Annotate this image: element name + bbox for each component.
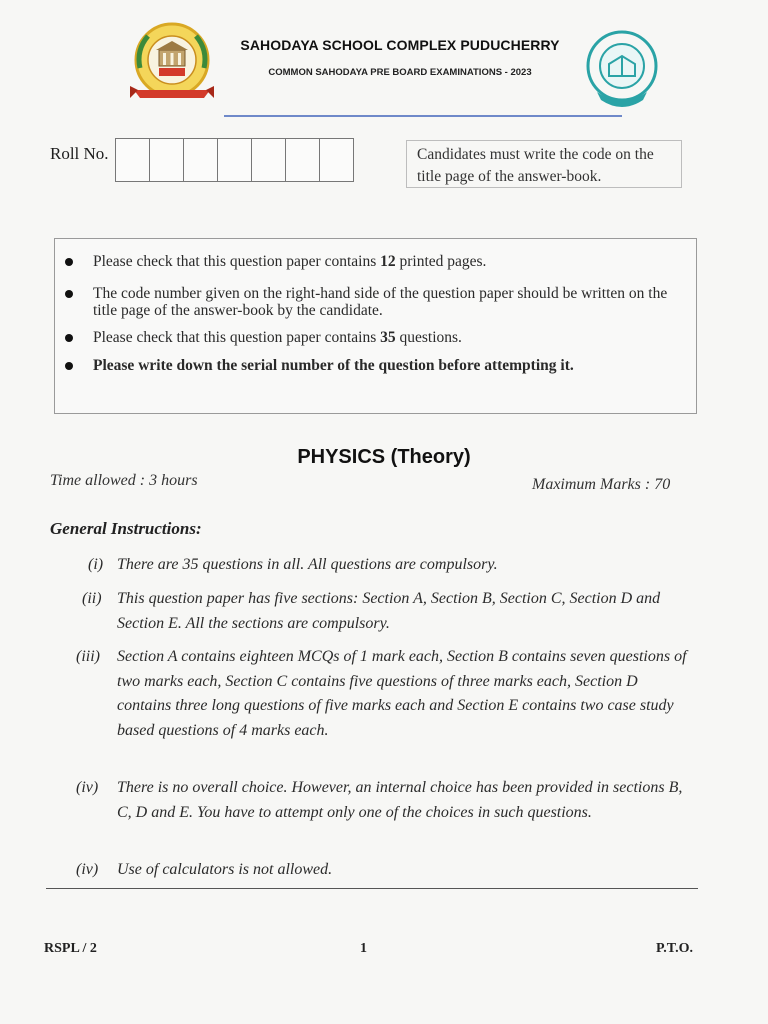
check-text: Please check that this question paper contains: [93, 253, 381, 270]
exam-subtitle: COMMON SAHODAYA PRE BOARD EXAMINATIONS - 2023: [268, 67, 532, 78]
check-text: printed pages.: [395, 253, 487, 270]
check-item-pages: [93, 253, 693, 270]
pto-label: P.T.O.: [656, 941, 693, 956]
roll-digit-box[interactable]: [149, 138, 184, 182]
paper-code: RSPL / 2: [44, 941, 97, 956]
instruction-text: This question paper has five sections: Section A, Section B, Section C, Section D and Section E. All the sections are compulsory.: [117, 590, 661, 632]
cbse-logo-icon: [583, 30, 661, 110]
check-item-serial: [93, 357, 693, 374]
check-text: questions.: [395, 329, 462, 346]
check-item-code: [93, 285, 693, 319]
bullet-icon: [65, 362, 73, 370]
check-bold: Please write down the serial number of the question before attempting it.: [93, 357, 574, 374]
bullet-icon: [65, 334, 73, 342]
check-item-questions: [93, 329, 693, 346]
bullet-icon: [65, 290, 73, 298]
bullet-icon: [65, 258, 73, 266]
paper-title: PHYSICS (Theory): [297, 446, 471, 468]
instruction-text: Section A contains eighteen MCQs of 1 mark each, Section B contains seven questions of two marks each, Section C contains five questions of three marks each, Section D contains three long questions of five marks each and Section E contains two case study based questions of 4 marks each.: [117, 648, 687, 739]
instruction-number: (ii): [82, 590, 102, 607]
instruction-text: Use of calculators is not allowed.: [117, 861, 333, 878]
roll-no-label: Roll No.: [50, 144, 109, 163]
instruction-number: (iii): [76, 648, 100, 665]
check-bold: 35: [380, 329, 396, 346]
sahodaya-logo-icon: [126, 20, 218, 106]
check-bold: 12: [380, 253, 396, 270]
check-text: The code number given on the right-hand side of the question paper should be written on the title page of the answer-book by the candidate.: [93, 285, 668, 319]
maximum-marks: Maximum Marks : 70: [532, 476, 671, 493]
check-instructions-box: [54, 238, 697, 414]
time-allowed: Time allowed : 3 hours: [50, 472, 198, 489]
roll-no-boxes: [116, 138, 354, 182]
roll-digit-box[interactable]: [251, 138, 286, 182]
roll-digit-box[interactable]: [183, 138, 218, 182]
general-instructions-heading: General Instructions:: [50, 519, 202, 538]
school-complex-title: SAHODAYA SCHOOL COMPLEX PUDUCHERRY: [240, 37, 560, 53]
footer-divider: [46, 888, 698, 889]
roll-digit-box[interactable]: [115, 138, 150, 182]
header-divider: [224, 115, 622, 117]
roll-digit-box[interactable]: [285, 138, 320, 182]
page-number: 1: [360, 941, 367, 956]
roll-digit-box[interactable]: [319, 138, 354, 182]
instruction-text: There is no overall choice. However, an internal choice has been provided in sections B, C, D and E. You have to attempt only one of the choices in such questions.: [117, 779, 683, 821]
roll-digit-box[interactable]: [217, 138, 252, 182]
instruction-text: There are 35 questions in all. All questions are compulsory.: [117, 556, 498, 573]
code-instruction-note: Candidates must write the code on the title page of the answer-book.: [406, 140, 682, 188]
instruction-number: (iv): [76, 779, 99, 796]
check-text: Please check that this question paper contains: [93, 329, 381, 346]
instruction-number: (iv): [76, 861, 99, 878]
instruction-number: (i): [88, 556, 104, 573]
